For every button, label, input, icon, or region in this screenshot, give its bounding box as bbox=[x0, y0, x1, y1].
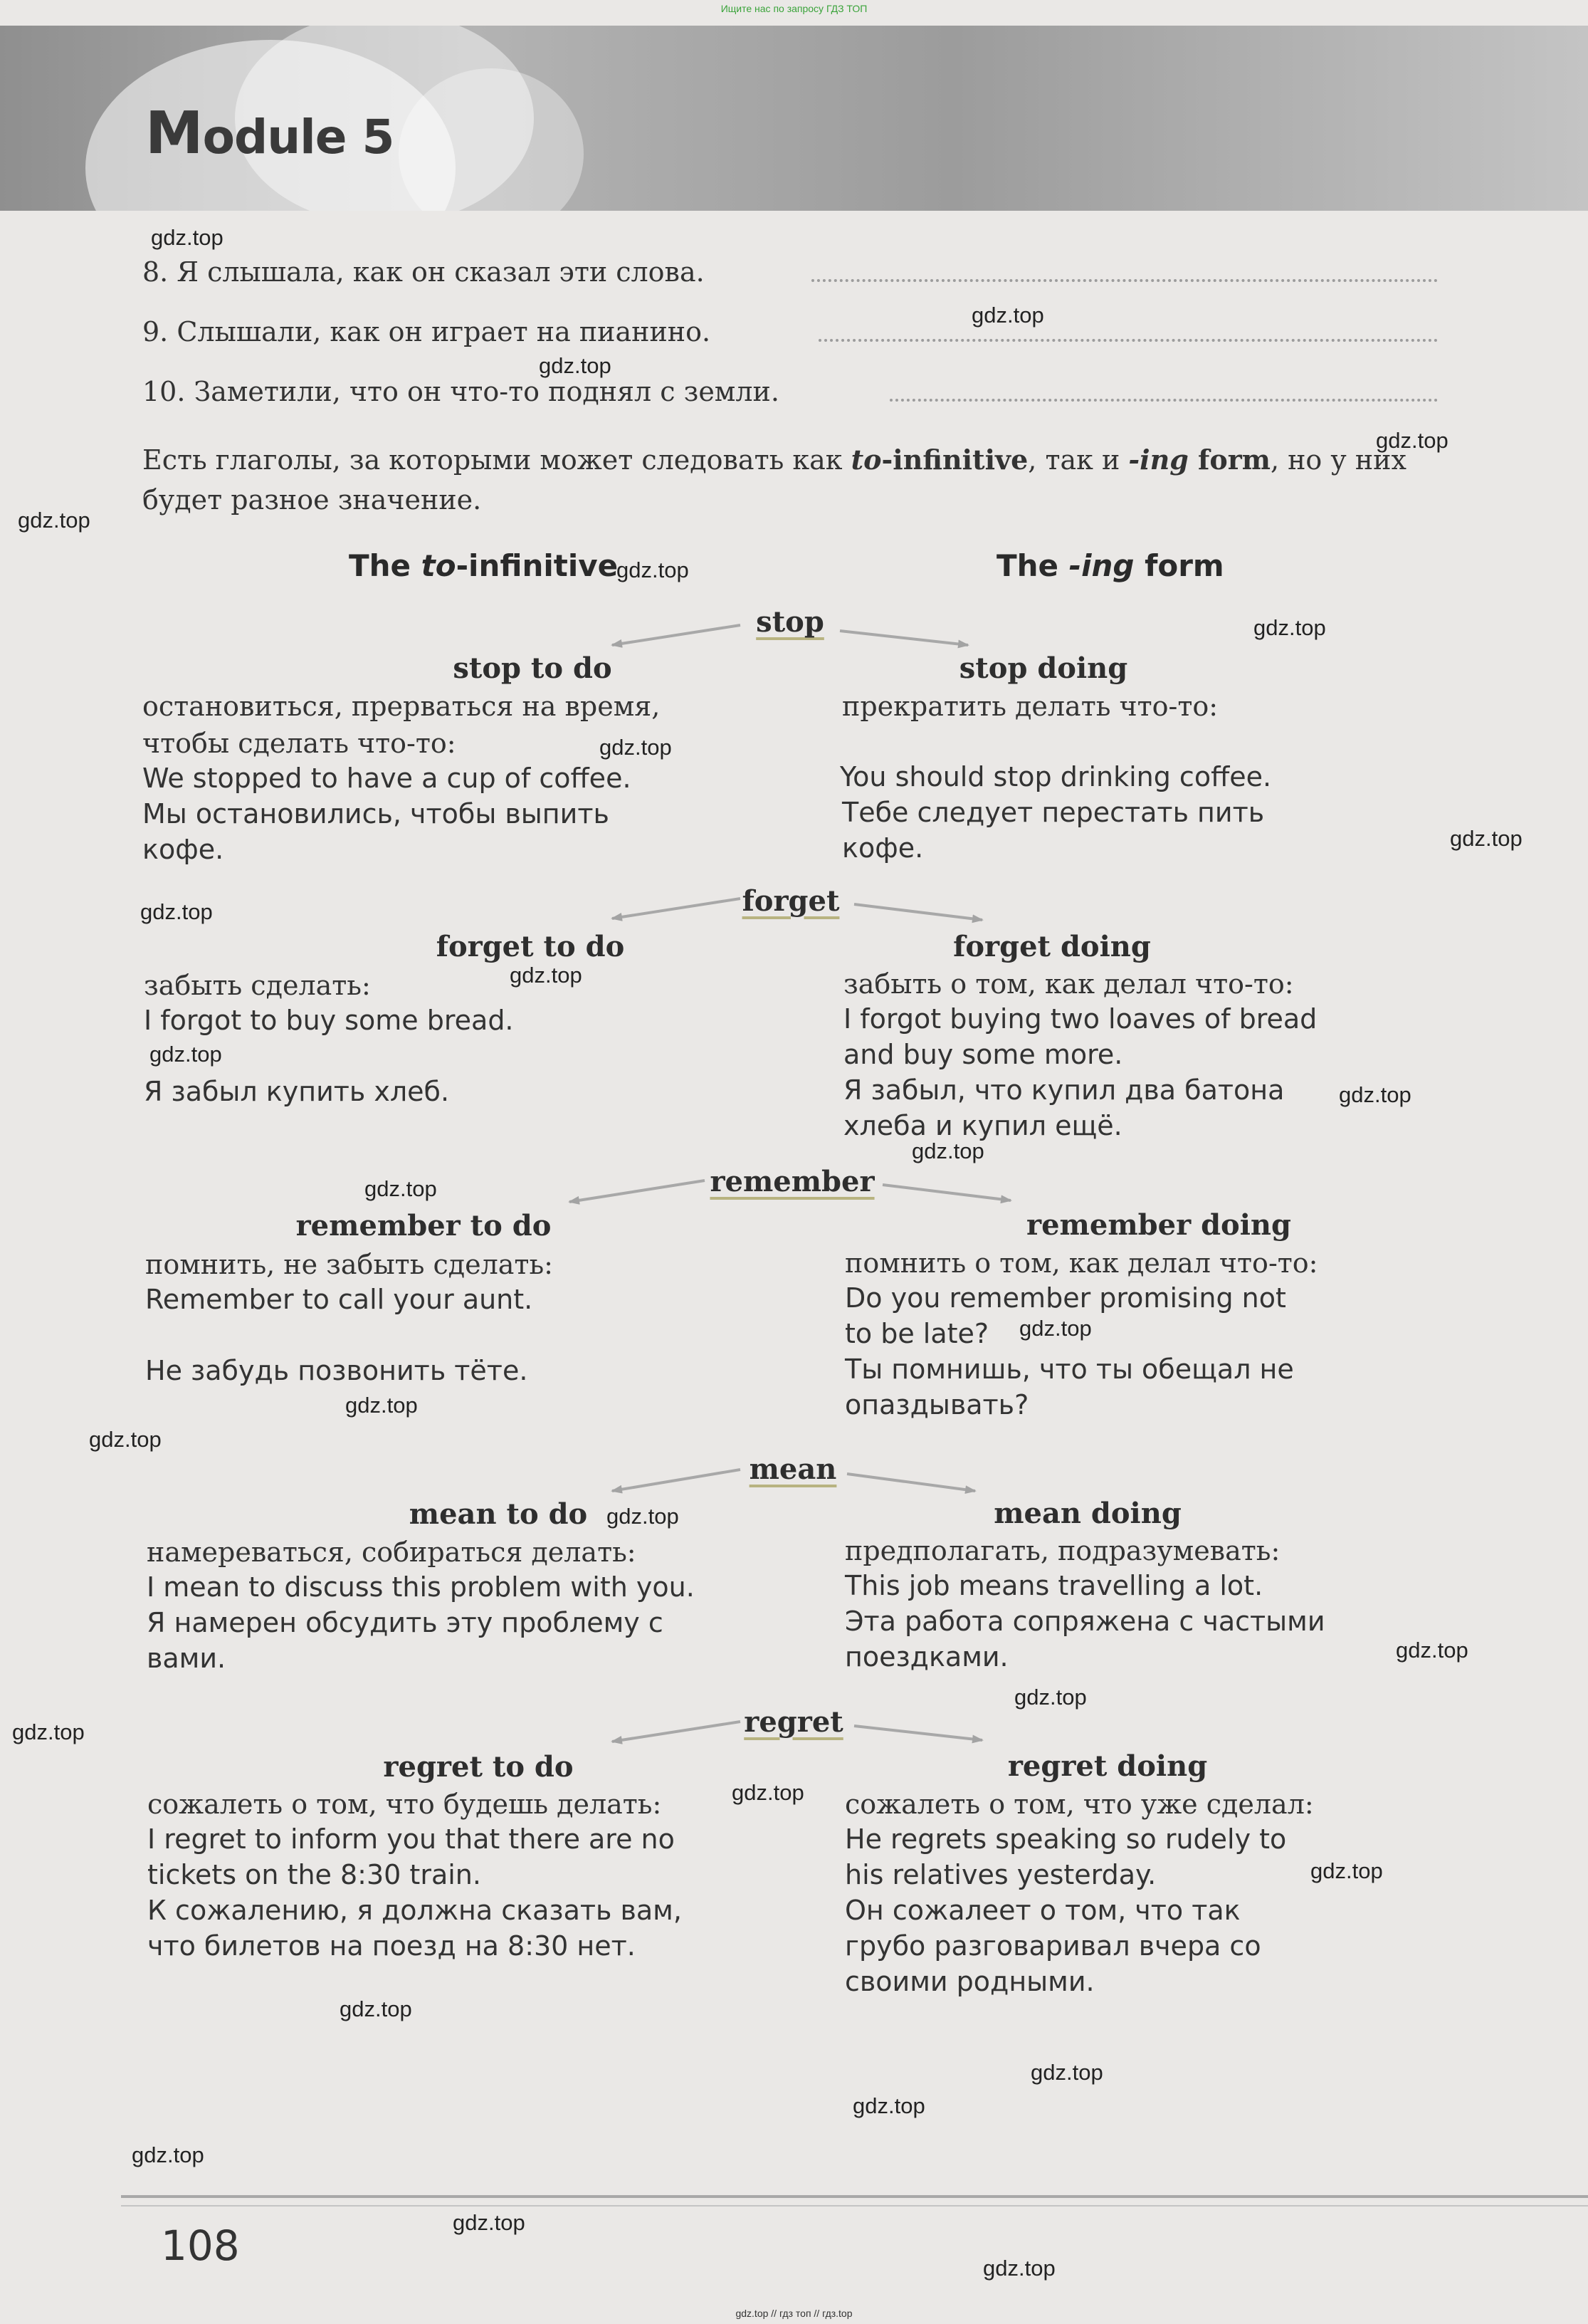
watermark: gdz.top bbox=[364, 1176, 437, 1201]
verb-mean: mean bbox=[749, 1452, 837, 1486]
stop-to-do-translation: Мы остановились, чтобы выпить кофе. bbox=[142, 798, 609, 865]
watermark: gdz.top bbox=[1450, 826, 1523, 851]
forget-to-do-heading: forget to do bbox=[436, 930, 625, 963]
regret-doing-translation: Он сожалеет о том, что так грубо разговаривал вчера со своими родными. bbox=[845, 1895, 1261, 1997]
module-title-rest: odule 5 bbox=[202, 110, 394, 164]
watermark: gdz.top bbox=[1031, 2060, 1103, 2085]
remember-doing-translation: Ты помнишь, что ты обещал не опаздывать? bbox=[845, 1354, 1294, 1420]
verb-regret: regret bbox=[744, 1705, 843, 1739]
watermark: gdz.top bbox=[89, 1427, 162, 1452]
arrow-left-regret bbox=[612, 1722, 740, 1742]
arrow-left-stop bbox=[612, 625, 740, 645]
forget-doing-heading: forget doing bbox=[953, 930, 1151, 963]
arrow-right-regret bbox=[854, 1726, 982, 1740]
remember-doing-example: Do you remember promising not to be late? bbox=[845, 1282, 1286, 1349]
watermark: gdz.top bbox=[1396, 1638, 1468, 1663]
watermark: gdz.top bbox=[510, 963, 582, 988]
forget-to-do-example: I forgot to buy some bread. bbox=[144, 1005, 514, 1036]
exercise-text: Я слышала, как он сказал эти слова. bbox=[177, 256, 705, 288]
stop-doing-example: You should stop drinking coffee. bbox=[840, 761, 1272, 792]
mean-doing-definition: предполагать, подразумевать: bbox=[845, 1535, 1281, 1566]
exercise-text: Слышали, как он играет на пианино. bbox=[177, 316, 711, 347]
watermark: gdz.top bbox=[972, 303, 1044, 328]
watermark: gdz.top bbox=[1253, 615, 1326, 640]
watermark: gdz.top bbox=[606, 1504, 679, 1529]
forget-to-do-translation: Я забыл купить хлеб. bbox=[144, 1076, 450, 1107]
regret-doing-definition: сожалеть о том, что уже сделал: bbox=[845, 1789, 1314, 1820]
forget-doing-translation: Я забыл, что купил два батона хлеба и купил ещё. bbox=[843, 1074, 1285, 1141]
stop-to-do-definition: остановиться, прерваться на время, чтобы сделать что-то: bbox=[142, 691, 661, 759]
stop-doing-translation: Тебе следует перестать пить кофе. bbox=[842, 797, 1265, 864]
watermark: gdz.top bbox=[1310, 1858, 1383, 1883]
mean-doing-translation: Эта работа сопряжена с частыми поездками. bbox=[845, 1606, 1325, 1673]
watermark: gdz.top bbox=[12, 1720, 85, 1744]
to-infinitive-heading: The to-infinitive bbox=[349, 548, 619, 583]
page-number: 108 bbox=[161, 2221, 240, 2270]
remember-to-do-heading: remember to do bbox=[295, 1209, 552, 1242]
regret-doing-example: He regrets speaking so rudely to his relatives yesterday. bbox=[845, 1823, 1287, 1890]
watermark: gdz.top bbox=[1014, 1685, 1087, 1710]
module-title-initial: M bbox=[145, 100, 203, 167]
bottom-note: gdz.top // гдз топ // гдз.top bbox=[735, 2308, 853, 2319]
watermark: gdz.top bbox=[18, 508, 90, 533]
exercise-number: 8. bbox=[142, 256, 169, 288]
arrow-left-mean bbox=[612, 1470, 740, 1491]
top-note: Ищите нас по запросу ГДЗ ТОП bbox=[720, 3, 868, 14]
regret-to-do-heading: regret to do bbox=[383, 1750, 574, 1784]
watermark: gdz.top bbox=[983, 2256, 1056, 2281]
remember-to-do-translation: Не забудь позвонить тёте. bbox=[145, 1355, 528, 1386]
watermark: gdz.top bbox=[853, 2093, 925, 2118]
arrow-right-forget bbox=[854, 904, 982, 920]
watermark: gdz.top bbox=[1339, 1082, 1411, 1107]
mean-to-do-definition: намереваться, собираться делать: bbox=[147, 1537, 636, 1568]
regret-doing-heading: regret doing bbox=[1007, 1749, 1208, 1783]
regret-to-do-translation: К сожалению, я должна сказать вам, что билетов на поезд на 8:30 нет. bbox=[147, 1895, 682, 1962]
remember-to-do-example: Remember to call your aunt. bbox=[145, 1284, 533, 1315]
forget-doing-example: I forgot buying two loaves of bread and buy some more. bbox=[843, 1003, 1318, 1070]
arrow-left-remember bbox=[569, 1181, 705, 1202]
exercise-text: Заметили, что он что-то поднял с земли. bbox=[194, 376, 779, 407]
arrow-right-mean bbox=[847, 1474, 975, 1491]
stop-doing-definition: прекратить делать что-то: bbox=[842, 691, 1219, 722]
stop-doing-heading: stop doing bbox=[959, 651, 1128, 685]
remember-to-do-definition: помнить, не забыть сделать: bbox=[145, 1249, 553, 1280]
mean-to-do-heading: mean to do bbox=[409, 1497, 588, 1531]
mean-to-do-translation: Я намерен обсудить эту проблему с вами. bbox=[147, 1607, 663, 1674]
arrow-right-stop bbox=[840, 631, 968, 645]
stop-to-do-example: We stopped to have a cup of coffee. bbox=[142, 763, 631, 794]
mean-doing-example: This job means travelling a lot. bbox=[845, 1570, 1263, 1601]
footer-divider bbox=[121, 2195, 1588, 2207]
watermark: gdz.top bbox=[599, 735, 672, 760]
regret-to-do-definition: сожалеть о том, что будешь делать: bbox=[147, 1789, 662, 1820]
stop-to-do-heading: stop to do bbox=[453, 651, 612, 685]
forget-doing-definition: забыть о том, как делал что-то: bbox=[843, 968, 1294, 1000]
watermark: gdz.top bbox=[151, 225, 224, 250]
arrow-right-remember bbox=[883, 1185, 1011, 1200]
watermark: gdz.top bbox=[539, 353, 611, 378]
watermark: gdz.top bbox=[732, 1780, 804, 1805]
mean-to-do-example: I mean to discuss this problem with you. bbox=[147, 1571, 695, 1603]
watermark: gdz.top bbox=[453, 2210, 525, 2235]
ing-form-heading: The -ing form bbox=[997, 548, 1224, 583]
watermark: gdz.top bbox=[1019, 1316, 1092, 1341]
forget-to-do-definition: забыть сделать: bbox=[144, 970, 371, 1001]
verb-remember: remember bbox=[710, 1165, 875, 1198]
watermark: gdz.top bbox=[340, 1996, 412, 2021]
verb-stop: stop bbox=[756, 605, 824, 639]
remember-doing-heading: remember doing bbox=[1026, 1208, 1291, 1242]
watermark: gdz.top bbox=[140, 899, 213, 924]
watermark: gdz.top bbox=[912, 1139, 984, 1163]
watermark: gdz.top bbox=[149, 1042, 222, 1067]
mean-doing-heading: mean doing bbox=[994, 1497, 1182, 1530]
verb-forget: forget bbox=[742, 884, 840, 918]
remember-doing-definition: помнить о том, как делал что-то: bbox=[845, 1247, 1318, 1279]
exercise-number: 9. bbox=[142, 316, 169, 347]
exercise-number: 10. bbox=[142, 376, 186, 407]
regret-to-do-example: I regret to inform you that there are no tickets on the 8:30 train. bbox=[147, 1823, 675, 1890]
watermark: gdz.top bbox=[616, 558, 689, 582]
arrow-left-forget bbox=[612, 899, 740, 918]
watermark: gdz.top bbox=[345, 1393, 418, 1418]
watermark: gdz.top bbox=[132, 2142, 204, 2167]
intro-paragraph: Есть глаголы, за которыми может следовать как to-infinitive, так и -ing form, но у них будет разное значение. bbox=[142, 444, 1406, 515]
watermark: gdz.top bbox=[1376, 428, 1448, 453]
